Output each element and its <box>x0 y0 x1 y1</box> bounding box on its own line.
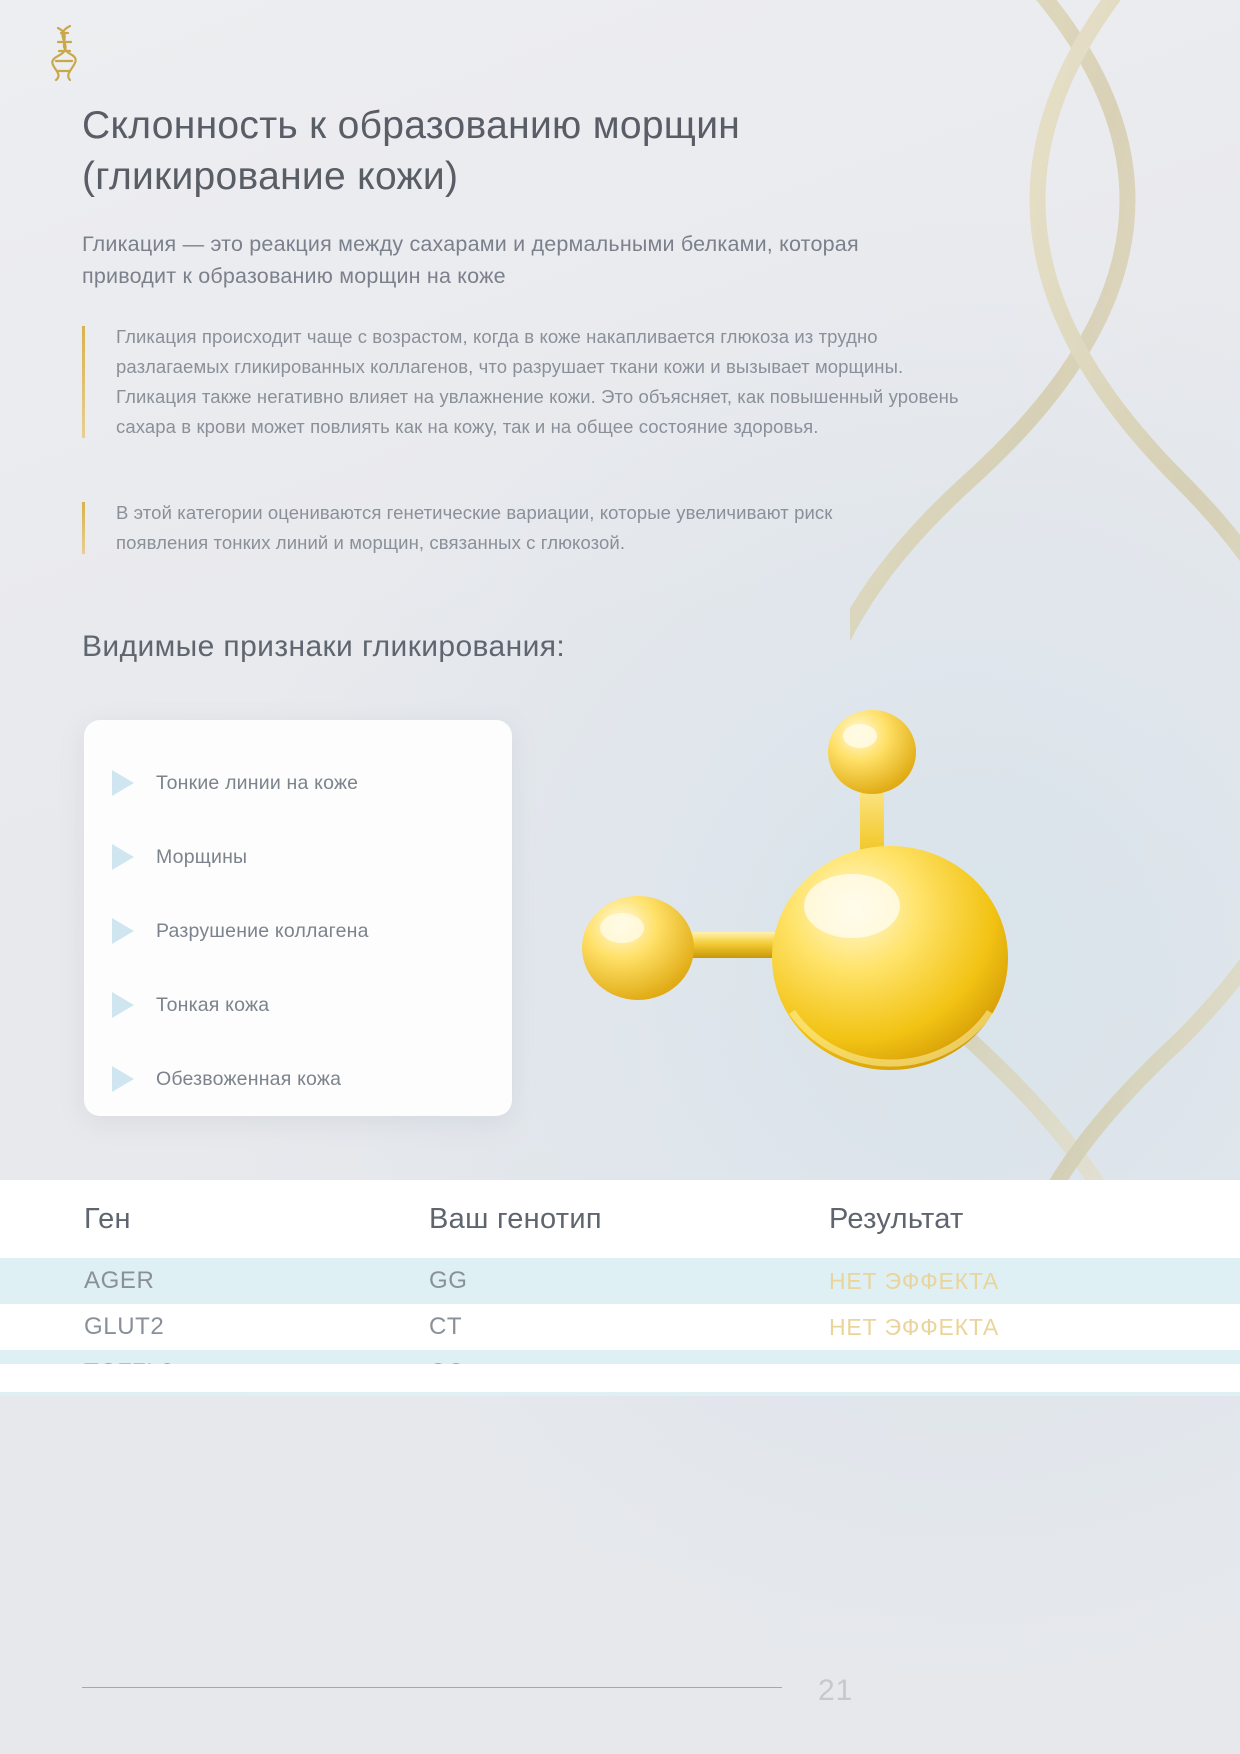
cell-genotype: GG <box>429 1267 468 1294</box>
page-subtitle: Гликация — это реакция между сахарами и дермальными белками, которая приводит к образованию морщин на коже <box>82 232 859 289</box>
triangle-bullet-icon <box>112 918 134 944</box>
column-header-genotype: Ваш генотип <box>429 1202 602 1235</box>
triangle-bullet-icon <box>112 844 134 870</box>
list-item <box>84 820 512 894</box>
triangle-bullet-icon <box>112 1066 134 1092</box>
info-paragraph-2: В этой категории оцениваются генетические вариации, которые увеличивают риск появления тонких линий и морщин, связанных с глюкозой. <box>82 498 882 558</box>
cell-gene: GLUT2 <box>84 1313 165 1340</box>
cell-genotype: CT <box>429 1313 463 1340</box>
cell-gene: AGER <box>84 1267 155 1294</box>
list-item-label: Тонкая кожа <box>156 993 270 1016</box>
footer-divider <box>82 1687 782 1688</box>
list-item <box>84 968 512 1042</box>
table-row <box>0 1304 1240 1350</box>
list-item-label: Тонкие линии на коже <box>156 771 359 794</box>
triangle-bullet-icon <box>112 770 134 796</box>
page-title: Склонность к образованию морщин (гликирование кожи) <box>82 104 741 199</box>
info-paragraph-1: Гликация происходит чаще с возрастом, когда в коже накапливается глюкоза из трудно разлагаемых гликированных коллагенов, что разрушает ткани кожи и вызывает морщины. Гликация также негативно влияет на увлажнение кожи. Это объясняет, как повышенный уровень сахара в крови может повлиять как на кожу, так и на общее состояние здоровья. <box>82 322 972 442</box>
visible-signs-card <box>84 720 512 1116</box>
list-item-label: Обезвоженная кожа <box>156 1067 342 1090</box>
table-header-row <box>0 1180 1240 1258</box>
brand-logo-icon <box>40 22 88 84</box>
column-header-result: Результат <box>829 1202 964 1235</box>
list-item <box>84 746 512 820</box>
list-item-label: Морщины <box>156 845 248 868</box>
page-number: 21 <box>818 1674 854 1707</box>
triangle-bullet-icon <box>112 992 134 1018</box>
dna-helix-decoration <box>850 0 1240 1340</box>
table-bottom-spacer <box>0 1364 1240 1392</box>
list-item-label: Разрушение коллагена <box>156 919 369 942</box>
column-header-gene: Ген <box>84 1202 131 1235</box>
list-item <box>84 894 512 968</box>
section-title-visible-signs: Видимые признаки гликирования: <box>82 630 566 663</box>
cell-result: НЕТ ЭФФЕКТА <box>829 1313 1000 1340</box>
cell-result: НЕТ ЭФФЕКТА <box>829 1267 1000 1294</box>
glucose-molecule-illustration <box>560 700 1030 1120</box>
table-row <box>0 1258 1240 1304</box>
list-item <box>84 1042 512 1116</box>
